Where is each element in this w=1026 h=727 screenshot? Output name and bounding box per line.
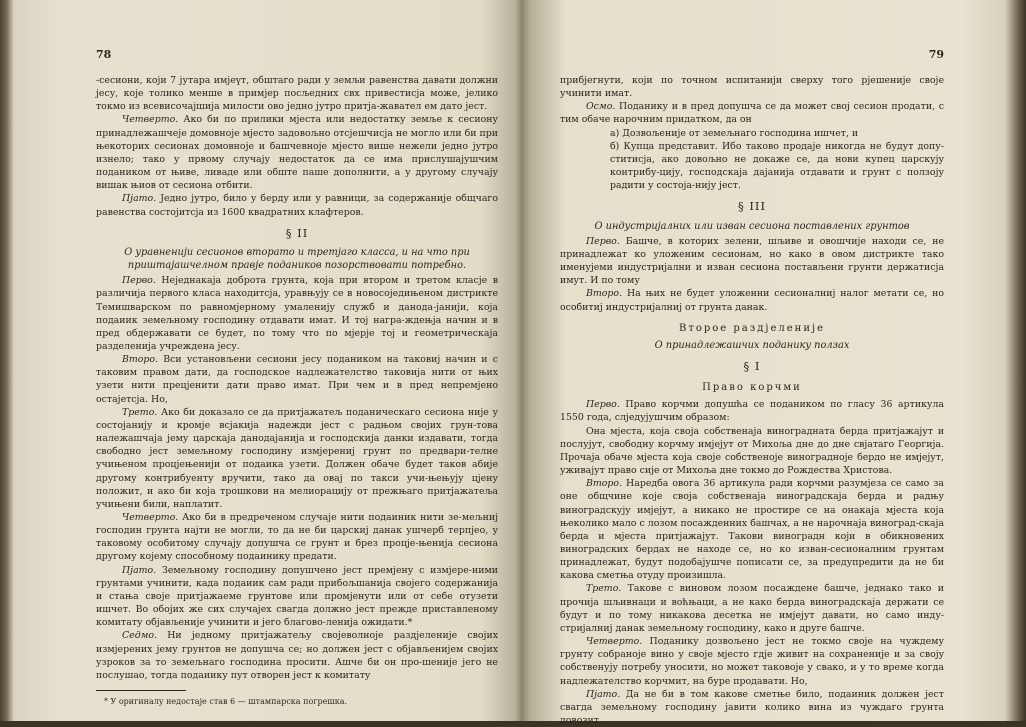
right-page — [530, 0, 1020, 727]
paragraph-text: Вси установљени сесиони јесу подаником на таковиј начин и с таковим правом дати, да господское надлежателство таковија нити от њих узети нити прецјенити дати право имат. При чем и в пред непремјено остајетсја. Но, — [96, 354, 498, 405]
list-item: а) Дозвољеније от земељнаго господина ишчет, и — [610, 127, 859, 139]
paragraph-lead: Перво. — [122, 275, 156, 287]
paragraph — [560, 477, 944, 582]
paragraph-text: Да не би в том каковe сметње било, подаиник должен јест свагда земељному господину јавити колико вина из чуждаго грунта довозит. — [560, 688, 944, 727]
paragraph — [560, 287, 944, 313]
paragraph — [96, 353, 498, 406]
footnote-divider — [96, 690, 186, 691]
paragraph — [96, 192, 498, 218]
paragraph — [96, 511, 498, 564]
paragraph-lead: Пјато. — [122, 564, 157, 576]
paragraph-text: Ако би в предреченом случаје нити подаиник нити зе-мељниј господин грунта најти не могли, то да не би царскиј данак ушчерб терпјео, у таковому особитому случају допушча се грунт и брез процје-њенија сесиона другому којему способному подаинику предати. — [96, 512, 498, 563]
paragraph — [560, 635, 944, 688]
paragraph-text: Неједнакаја доброта грунта, која при втором и третом класје в различија первого класа находитсја, уравњују се в новосоједињеном дистрикте Темишварском по равномјерному умаленију служб и данода-јанији, која подаиик земељному господину отдавати имат. И тој награ-ждењја начин и в пред обдержавати се будет, по тому что по мјерје тој и геометрическаја разделенија учреждена јесу. — [96, 275, 498, 352]
page-number: 79 — [928, 48, 944, 61]
division-title: О принадлежашчих поданику ползах — [654, 339, 850, 351]
page-number: 78 — [96, 48, 112, 61]
section-heading: § II — [285, 225, 309, 240]
paragraph-text: На њих не будет уложенни сесионалниј налог метати се, но особитиј индустријалниј от грунта данак. — [560, 288, 944, 313]
paragraph-lead: Седмо. — [122, 630, 158, 642]
paragraph — [96, 564, 498, 630]
division-heading: Вторoе раздјеленије — [678, 322, 826, 334]
paragraph-lead: Второ. — [586, 478, 623, 490]
paragraph-text: Башче, в которих зелени, шљиве и овошчије находи се, не принадлежат ко уложеним сесионам, но како в овом дистрикте тако именујеми индустријални и изван сесиона постављени грунти держатисја имут. И по тому — [560, 235, 944, 287]
paragraph-lead: Пјато. — [586, 688, 621, 700]
left-page — [20, 0, 520, 721]
paragraph — [560, 688, 944, 727]
paragraph-lead: Трето. — [122, 406, 158, 418]
paragraph-lead: Трето. — [586, 583, 622, 595]
paragraph-text: Ибо таково продаје никогда не будут допу-ститисја, ако довољно не докаже се, да нови купец царскују контрибу-цију, господскаја дајанија отдавати и грунт с ползоју радити у состоја-нију јест. — [610, 140, 944, 192]
footnote: * У оригиналу недостаје став 6 — штампарска погрешка. — [104, 697, 348, 707]
paragraph-text: Ако би доказало се да притјажатељ поданическаго сесиона није у состојанију и кромје всјакија надежди јест с радњом својих грун-това належашчаја јему царскаја данодајанија и господскија данки издавати, тогда свободно јест земељному господину измјерениј грунт по предвари-телне учињеном процјењенији от подаика узети. Должен обаче будет таков абије другому контрибуенту вручити, тако да овај по такси учи-њењују цјену положит, и ако би која трошкови на мелиорацију от прежњаго притјажатеља учињени били, наплатит. — [96, 406, 498, 510]
paragraph: -сесиони, који 7 јутара имјеүт, обштаго ради у земљи равенства давати должни јесу, које толико менше в примјер посљедних свх привестисја може, јелико токмо из всевисочајшија милости ово једно јутро притја-жавател ем дато јест. — [96, 75, 498, 113]
paragraph-lead: Четверто. — [122, 114, 179, 126]
paragraph-lead: Второ. — [122, 354, 159, 366]
paragraph-text: Ако би по прилики мјеста или недостатку земље к сесиону принадлежашчеје домовноје мјесто задовољно отсјешчисја не могло или би при њекоторих сесионах домовноје и башчевноје мјесто више нежели једно јутро изнело; тако у првому случају недостаток да се има прислушајушчим подаником от њиве, ливаде или обште паше дополнити, а у другому случају вишак њиов от сесиона отбити. — [96, 114, 498, 192]
paragraph-text: Ни једному притјажатељу својеволноје раздјеленије својих измјерених јему грунтов не допушча се; но должен јест с објављенијем својих узроков за то земељнаго господина просити. Ашче би он про-шеније јего не послушао, тогда подаиику пут отворен јест к комитату — [96, 630, 498, 681]
paragraph — [560, 100, 944, 126]
paragraph-text: Такове с виновом лозом посажденe башче, једнако тако и прочија шљивнаци и воћњаци, а не како берда виноградскаја держати се будут и по тому никакова десетка не имјејут давати, но само инду-стријалниј данак земељному господину, како и друге башче. — [560, 583, 944, 634]
paragraph-lead: Перво. — [586, 399, 620, 411]
section-title: О индустријалних или изван сесиона поставлених грунтов — [594, 220, 910, 232]
paragraph — [560, 398, 944, 424]
paragraph-lead: Четверто. — [122, 512, 179, 523]
paragraph-lead: Перво. — [586, 235, 620, 247]
paragraph — [96, 113, 498, 192]
paragraph-lead: Осмо. — [586, 101, 616, 113]
paragraph-lead: Четверто. — [586, 636, 643, 648]
paragraph — [96, 629, 498, 682]
paragraph — [560, 235, 944, 288]
section-heading: § III — [737, 199, 767, 214]
paragraph: Она мјеста, која своја собственаја виноградната берда притјажајут и послујут, свободну корчму имјејут от Михоља дне до дне свјатаго Георгија. Прочаја обаче мјеста која своје собственоје виноградноје бердо не имјејут, уживајут право сије от Михоља дне токмо до Рождества Христова. — [560, 425, 944, 477]
paragraph — [96, 274, 498, 353]
paragraph-text: Наредба овога 36 артикула ради корчми разумјеза се само за оне общчине које своја собственаја виноградскаја берда и радњу виноградскују имјејут, а никако не простире се на онакаја мјеста која њеколико мало с лозом посажденних башчах, а не нарочнаја виноград-скаја берда и мјеста притјажајут. Такови виноградн који в обикновених виноградских бердах не находе се, но ко изван-сесионалним грунтам принадлежат, будут подобајушче пописати се, за предупредити да не би какова сметња отуду произишла. — [560, 478, 944, 582]
list-item-label: б) Купца представит. — [610, 140, 718, 152]
paragraph-text: Једно јутро, било у берду или у равници, за содержаније общчаго равенства состојитсја из 1600 квадратних клафтеров. — [96, 193, 498, 218]
paragraph-text: Поданику и в пред допушча се да может свој сесион продати, с тим обаче нарочним придатком, да он — [560, 101, 944, 126]
paragraph — [560, 582, 944, 635]
paragraph-text: Земељному господину допушчено јест премјену с измјере-ними грунтами учинити, када подаиик сам ради прибољшанија својего содержанија и стања своје притјажаеме грунтове или промјенути или от себе отузети ишчет. Во обојих же сих случајех свагда должно јест прежде приставленому комитату објављеније учинити и јего благово-ленија ожидати.* — [96, 564, 498, 629]
paragraph-text: Право корчми допушћа се подаником по гласу 36 артикула 1550 года, слједујушчим образом: — [560, 399, 944, 424]
list-item — [560, 140, 944, 193]
paragraph-text: Поданику дозвољено јест не токмо своје на чуждему грунту собраноје вино у своје мјесто гдје живит на сохраненије и за својy собственују потребу уносити, но может таковоје у свако, и у то време когда надлежателство корчмит, на буре продавати. Но, — [560, 636, 944, 687]
paragraph-lead: Второ. — [586, 288, 623, 300]
paragraph — [96, 406, 498, 511]
paragraph: прибјегнути, који по точном испитанији сверху того рјешеније своје учинити имат. — [560, 75, 944, 100]
section-heading: § I — [743, 358, 761, 373]
paragraph-lead: Пјато. — [122, 193, 157, 205]
section-title: Право корчми — [702, 382, 802, 394]
section-title: О уравненији сесионов вторато и третјаго класса, и на что при приштајашчелном правје подаников позорствовати потребно. — [124, 246, 470, 272]
